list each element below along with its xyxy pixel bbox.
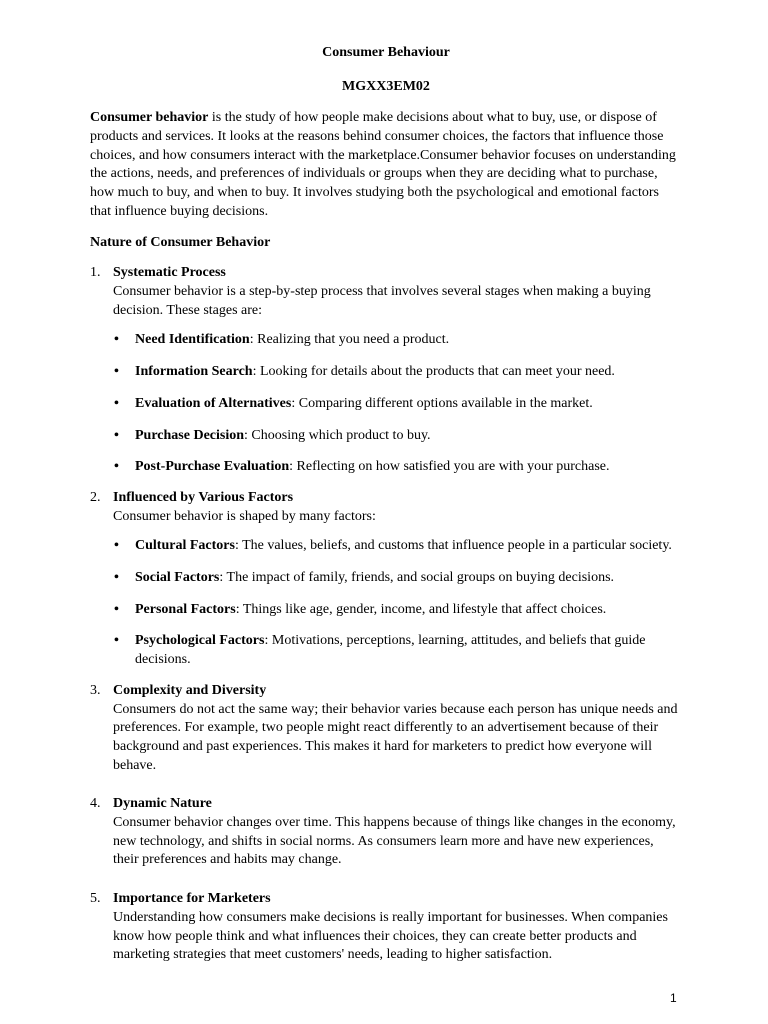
item-body: Consumer behavior is a step-by-step process that involves several stages when making a buying decision. These stages are: [113, 284, 651, 318]
item-title: Complexity and Diversity [113, 682, 267, 698]
list-item [90, 489, 682, 670]
bullet-icon: • [114, 364, 119, 380]
bullet-term: Psychological Factors [135, 633, 265, 649]
document-page [90, 44, 682, 965]
bullet-item [113, 427, 682, 446]
page-number: 1 [670, 991, 677, 1005]
bullet-item [113, 601, 682, 620]
bullet-term: Information Search [135, 364, 253, 380]
bullet-icon: • [114, 538, 119, 554]
bullet-item [113, 363, 682, 382]
bullet-text: : Looking for details about the products that can meet your need. [252, 364, 615, 380]
bullet-term: Cultural Factors [135, 538, 235, 554]
factor-list [113, 537, 682, 670]
item-number: 2. [90, 489, 101, 505]
bullet-icon: • [114, 395, 119, 411]
bullet-item [113, 537, 682, 556]
item-body: Consumer behavior is shaped by many factors: [113, 508, 376, 524]
bullet-text: : Comparing different options available in the market. [291, 395, 593, 411]
bullet-icon: • [114, 427, 119, 443]
item-title: Importance for Marketers [113, 891, 271, 907]
bullet-text: : Realizing that you need a product. [249, 332, 450, 348]
list-item [90, 890, 682, 965]
intro-term: Consumer behavior [90, 110, 209, 126]
bullet-icon: • [114, 570, 119, 586]
bullet-item [113, 632, 682, 669]
stage-list [113, 331, 682, 477]
bullet-term: Need Identification [135, 332, 250, 348]
bullet-icon: • [114, 459, 119, 475]
bullet-term: Post-Purchase Evaluation [135, 459, 290, 475]
bullet-icon: • [114, 633, 119, 649]
item-title: Influenced by Various Factors [113, 489, 294, 505]
bullet-term: Evaluation of Alternatives [135, 395, 292, 411]
bullet-icon: • [114, 601, 119, 617]
bullet-icon: • [114, 332, 119, 348]
section-heading: Nature of Consumer Behavior [90, 234, 271, 250]
bullet-term: Purchase Decision [135, 427, 245, 443]
item-body: Understanding how consumers make decisions is really important for businesses. When companies know how people think and what influences their choices, they can create better products and marketing strategies that meet customers' needs, leading to higher satisfaction. [113, 909, 668, 963]
bullet-text: : Reflecting on how satisfied you are with your purchase. [289, 459, 610, 475]
item-number: 5. [90, 891, 101, 907]
bullet-text: : The impact of family, friends, and social groups on buying decisions. [219, 570, 615, 586]
bullet-item [113, 331, 682, 350]
nature-list [90, 264, 682, 965]
document-title: Consumer Behaviour [322, 45, 450, 60]
bullet-text: : Motivations, perceptions, learning, attitudes, and beliefs that guide decisions. [135, 633, 646, 668]
bullet-item [113, 458, 682, 477]
bullet-item [113, 569, 682, 588]
item-number: 1. [90, 265, 101, 281]
list-item [90, 795, 682, 870]
course-code: MGXX3EM02 [342, 78, 430, 94]
bullet-term: Personal Factors [135, 601, 236, 617]
bullet-text: : The values, beliefs, and customs that influence people in a particular society. [234, 538, 672, 554]
list-item [90, 264, 682, 477]
bullet-text: : Things like age, gender, income, and lifestyle that affect choices. [235, 601, 607, 617]
item-body: Consumer behavior changes over time. This happens because of things like changes in the economy, new technology, and shifts in social norms. As consumers learn more and have new experiences, their preferences and habits may change. [113, 815, 676, 868]
item-number: 3. [90, 682, 101, 698]
item-title: Dynamic Nature [113, 796, 212, 812]
item-body: Consumers do not act the same way; their behavior varies because each person has unique needs and preferences. For example, two people might react differently to an advertisement because of their background and past experiences. This makes it hard for marketers to predict how everyone will behave. [113, 701, 678, 773]
intro-paragraph [90, 109, 682, 221]
bullet-item [113, 395, 682, 414]
bullet-term: Social Factors [135, 570, 220, 586]
item-number: 4. [90, 796, 101, 812]
intro-text: is the study of how people make decisions about what to buy, use, or dispose of products and services. It looks at the reasons behind consumer choices, the factors that influence those choices, and how consumers interact with the marketplace.Consumer behavior focuses on understanding the actions, needs, and preferences of individuals or groups when they are deciding what to purchase, how much to buy, and when to buy. It involves studying both the psychological and emotional factors that influence buying decisions. [90, 110, 676, 219]
bullet-text: : Choosing which product to buy. [244, 427, 431, 443]
item-title: Systematic Process [113, 265, 226, 281]
list-item [90, 682, 682, 776]
